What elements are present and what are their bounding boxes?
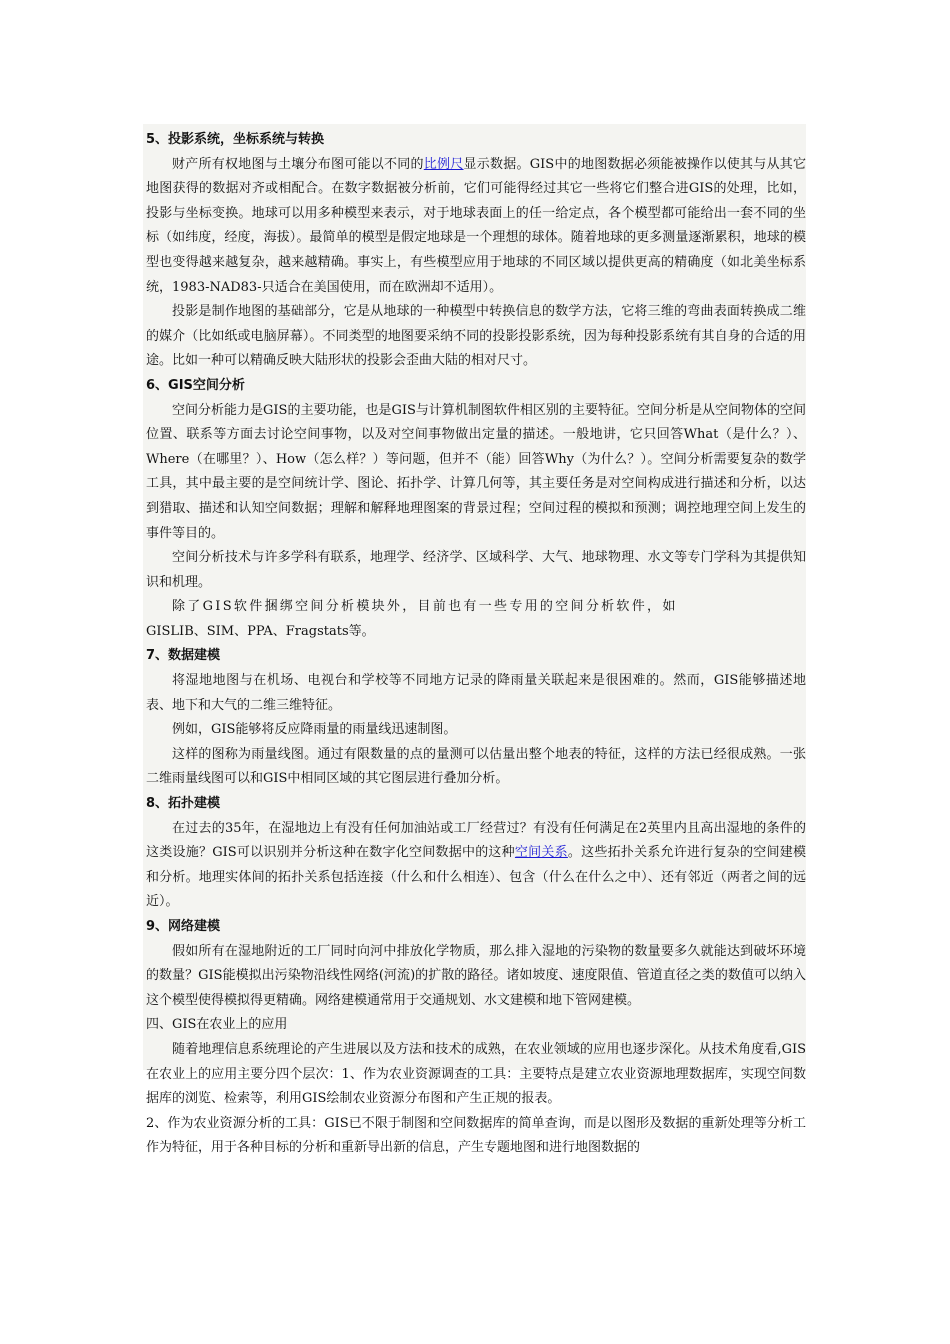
- paragraph: [146, 153, 806, 301]
- paragraph-continuation: GISLIB、SIM、PPA、Fragstats等。: [146, 623, 375, 639]
- paragraph: 这样的图称为雨量线图。通过有限数量的点的量测可以估量出整个地表的特征，这样的方法已经很成熟。一张二维雨量线图可以和GIS中相同区域的其它图层进行叠加分析。: [146, 746, 806, 787]
- text: 显示数据。GIS中的地图数据必须能被操作以使其与从其它地图获得的数据对齐或相配合。在数字数据被分析前，它们可能得经过其它一些将它们整合进GIS的处理，比如，投影与坐标变换。地球可以用多种模型来表示，对于地球表面上的任一给定点，各个模型都可能给出一套不同的坐标（如纬度，经度，海拔）。最简单的模型是假定地球是一个理想的球体。随着地球的更多测量逐渐累积，地球的模型也变得越来越复杂，越来越精确。事实上，有些模型应用于地球的不同区域以提供更高的精确度（如北美坐标系统，1983-NAD83-只适合在美国使用，而在欧洲却不适用）。: [146, 156, 806, 295]
- paragraph: 随着地理信息系统理论的产生进展以及方法和技术的成熟，在农业领域的应用也逐步深化。从技术角度看,GIS在农业上的应用主要分四个层次：1、作为农业资源调查的工具：主要特点是建立农业资源地理数据库，实现空间数据库的浏览、检索等，利用GIS绘制农业资源分布图和产生正规的报表。: [146, 1041, 806, 1107]
- scale-link[interactable]: 比例尺: [423, 156, 464, 172]
- paragraph: 空间分析能力是GIS的主要功能，也是GIS与计算机制图软件相区别的主要特征。空间分析是从空间物体的空间位置、联系等方面去讨论空间事物，以及对空间事物做出定量的描述。一般地讲，它只回答What（是什么？）、Where（在哪里？）、How（怎么样？）等问题，但并不（能）回答Why（为什么？）。空间分析需要复杂的数学工具，其中最主要的是空间统计学、图论、拓扑学、计算几何等，其主要任务是对空间构成进行描述和分析，以达到猎取、描述和认知空间数据；理解和解释地理图案的背景过程；空间过程的模拟和预测；调控地理空间上发生的事件等目的。: [146, 402, 806, 541]
- text: 在过去的35年，在湿地边上有没有任何加油站或工厂经营过？有没有任何满足在2英里内且高出湿地的条件的这类设施？GIS可以识别并分析这种在数字化空间数据中的这种: [146, 820, 806, 861]
- paragraph: 假如所有在湿地附近的工厂同时向河中排放化学物质，那么排入湿地的污染物的数量要多久就能达到破坏环境的数量？GIS能模拟出污染物沿线性网络(河流)的扩散的路径。诸如坡度、速度限值、管道直径之类的数值可以纳入这个模型使得模拟得更精确。网络建模通常用于交通规划、水文建模和地下管网建模。: [146, 943, 806, 1008]
- section-heading: 5、投影系统，坐标系统与转换: [146, 132, 325, 147]
- paragraph: [146, 817, 806, 915]
- section-heading: 9、网络建模: [146, 919, 221, 934]
- paragraph: 除了GIS软件捆绑空间分析模块外，目前也有一些专用的空间分析软件，如: [172, 599, 678, 615]
- text: 。这些拓扑关系允许进行复杂的空间建模和分析。地理实体间的拓扑关系包括连接（什么和什么相连）、包含（什么在什么之中）、还有邻近（两者之间的远近）。: [146, 845, 806, 910]
- section-heading: 6、GIS空间分析: [146, 377, 245, 393]
- paragraph: 空间分析技术与许多学科有联系，地理学、经济学、区域科学、大气、地球物理、水文等专门学科为其提供知识和机理。: [146, 550, 806, 590]
- text: 财产所有权地图与土壤分布图可能以不同的: [172, 156, 424, 172]
- paragraph: 2、作为农业资源分析的工具：GIS已不限于制图和空间数据库的简单查询，而是以图形及数据的重新处理等分析工作为特征，用于各种目标的分析和重新导出新的信息，产生专题地图和进行地图数据的: [146, 1115, 806, 1156]
- spatial-relation-link[interactable]: 空间关系: [514, 845, 568, 861]
- paragraph: 投影是制作地图的基础部分，它是从地球的一种模型中转换信息的数学方法，它将三维的弯曲表面转换成二维的媒介（比如纸或电脑屏幕）。不同类型的地图要采纳不同的投影投影系统，因为每种投影系统有其自身的合适的用途。比如一种可以精确反映大陆形状的投影会歪曲大陆的相对尺寸。: [146, 304, 806, 369]
- section-heading: 7、数据建模: [146, 648, 221, 664]
- document-body: [146, 128, 806, 1161]
- section-heading: 8、拓扑建模: [146, 796, 221, 812]
- paragraph: 将湿地地图与在机场、电视台和学校等不同地方记录的降雨量关联起来是很困难的。然而，GIS能够描述地表、地下和大气的二维三维特征。: [146, 673, 806, 713]
- paragraph: 例如，GIS能够将反应降雨量的雨量线迅速制图。: [172, 722, 457, 738]
- chapter-heading: 四、GIS在农业上的应用: [146, 1017, 288, 1033]
